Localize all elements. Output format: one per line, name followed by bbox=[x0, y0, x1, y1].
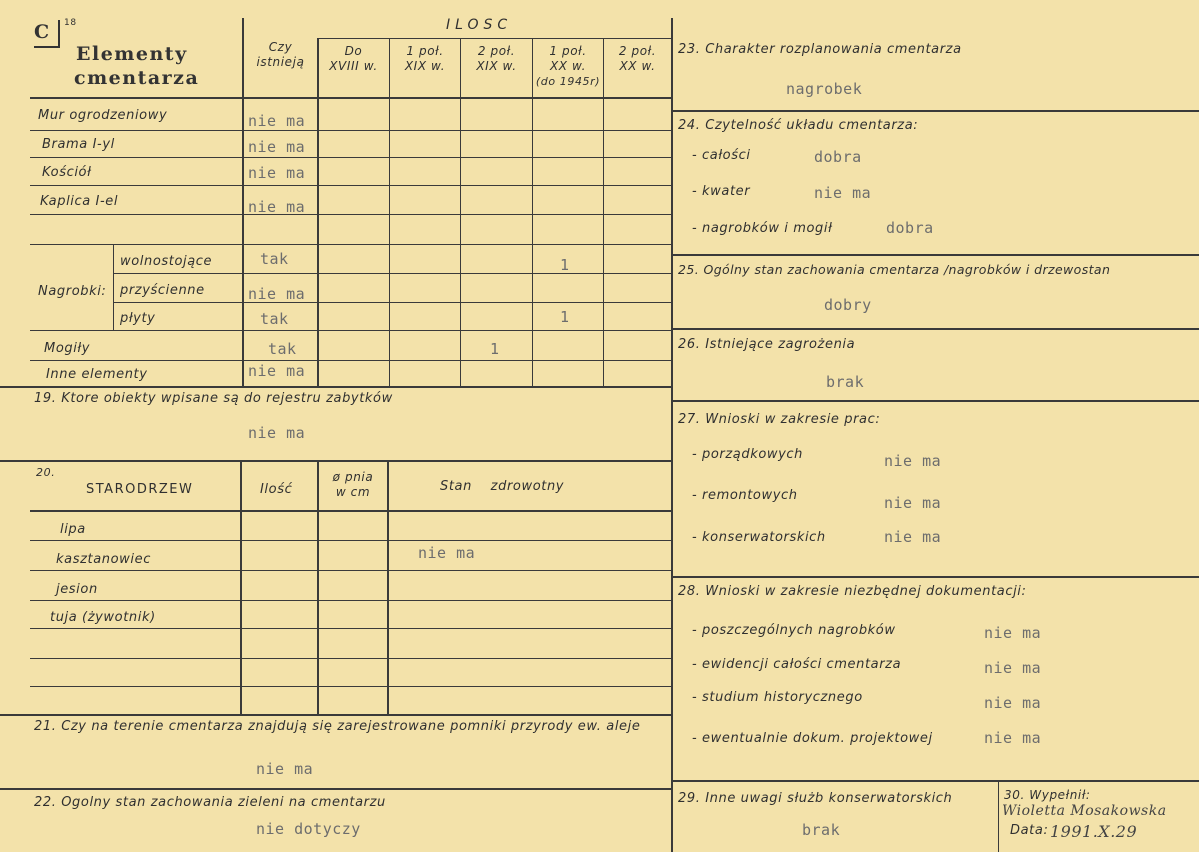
divider bbox=[0, 788, 671, 790]
s22-label: 22. Ogolny stan zachowania zieleni na cmentarzu bbox=[34, 795, 386, 810]
s20-number: 20. bbox=[36, 466, 56, 479]
qcol-2: 1 poł. XIX w. bbox=[404, 44, 446, 73]
s20-col-qty: Ilość bbox=[260, 482, 293, 497]
divider bbox=[30, 600, 671, 601]
s24-item-nagrobkow: - nagrobków i mogił bbox=[692, 221, 833, 236]
s28-value-4: nie ma bbox=[984, 729, 1042, 747]
s27-item-remontowych: - remontowych bbox=[692, 488, 798, 503]
divider bbox=[672, 576, 1199, 578]
divider bbox=[318, 38, 671, 39]
nagrobki-row-przyscienne: przyścienne bbox=[120, 283, 205, 298]
s24-value-kwater: nie ma bbox=[814, 184, 872, 202]
s25-label: 25. Ogólny stan zachowania cmentarza /nagrobków i drzewostan bbox=[678, 262, 1111, 277]
s28-label: 28. Wnioski w zakresie niezbędnej dokumentacji: bbox=[678, 584, 1027, 599]
nagrobki-exists-wolnostojace: tak bbox=[260, 250, 289, 268]
tree-jesion: jesion bbox=[56, 582, 98, 597]
s19-label: 19. Ktore obiekty wpisane są do rejestru zabytków bbox=[34, 391, 393, 406]
tree-lipa: lipa bbox=[60, 522, 86, 537]
row-label-kosciol: Kościół bbox=[42, 165, 92, 180]
col-quantity-header: ILOSC bbox=[446, 17, 513, 33]
s27-item-porzadkowych: - porządkowych bbox=[692, 447, 804, 462]
s24-item-kwater: - kwater bbox=[692, 184, 751, 199]
qcol-3: 2 poł. XIX w. bbox=[476, 44, 517, 73]
divider bbox=[30, 510, 671, 512]
nagrobki-q4-wolnostojace: 1 bbox=[560, 256, 570, 274]
s20-health-value: nie ma bbox=[418, 544, 476, 562]
row-label-mur: Mur ogrodzeniowy bbox=[38, 108, 168, 123]
s28-item-1: - poszczególnych nagrobków bbox=[692, 623, 896, 638]
row-exists-inne: nie ma bbox=[248, 362, 306, 380]
divider bbox=[242, 18, 244, 388]
s28-value-1: nie ma bbox=[984, 624, 1042, 642]
divider bbox=[30, 570, 671, 571]
divider bbox=[0, 386, 671, 388]
nagrobki-exists-przyscienne: nie ma bbox=[248, 285, 306, 303]
divider bbox=[671, 18, 673, 852]
s30-date: 1991.X.29 bbox=[1050, 822, 1138, 841]
divider bbox=[240, 460, 242, 714]
divider bbox=[0, 714, 671, 716]
s29-label: 29. Inne uwagi służb konserwatorskich bbox=[678, 791, 953, 806]
divider bbox=[672, 110, 1199, 112]
title-line1: Elementy bbox=[76, 43, 188, 65]
divider bbox=[113, 273, 671, 274]
s28-value-2: nie ma bbox=[984, 659, 1042, 677]
s28-value-3: nie ma bbox=[984, 694, 1042, 712]
divider bbox=[603, 38, 604, 388]
divider bbox=[113, 244, 114, 330]
title-line2: cmentarza bbox=[74, 67, 200, 89]
divider bbox=[672, 400, 1199, 402]
s30-signature: Wioletta Mosakowska bbox=[1002, 803, 1167, 819]
s27-value-konserwatorskich: nie ma bbox=[884, 528, 942, 546]
divider bbox=[30, 330, 671, 331]
divider bbox=[113, 302, 671, 303]
s20-col-diam: ø pnia w cm bbox=[332, 470, 374, 499]
qcol-1: Do XVIII w. bbox=[329, 44, 378, 73]
row-label-kaplica: Kaplica I-el bbox=[40, 194, 119, 209]
divider bbox=[532, 38, 533, 388]
tree-kasztanowiec: kasztanowiec bbox=[56, 552, 151, 567]
divider bbox=[30, 658, 671, 659]
s24-label: 24. Czytelność układu cmentarza: bbox=[678, 118, 919, 133]
divider bbox=[389, 38, 390, 388]
nagrobki-exists-plyty: tak bbox=[260, 310, 289, 328]
row-exists-kaplica: nie ma bbox=[248, 198, 306, 216]
s24-value-calosci: dobra bbox=[814, 148, 862, 166]
s24-value-nagrobkow: dobra bbox=[886, 219, 934, 237]
s26-label: 26. Istniejące zagrożenia bbox=[678, 337, 856, 352]
s20-title: STARODRZEW bbox=[86, 482, 194, 497]
card-letter: C bbox=[34, 20, 60, 48]
s27-value-remontowych: nie ma bbox=[884, 494, 942, 512]
s29-value: brak bbox=[802, 821, 841, 839]
card-number: 18 bbox=[64, 18, 77, 28]
col-exists-header: Czy istnieją bbox=[256, 40, 305, 69]
nagrobki-label: Nagrobki: bbox=[38, 284, 107, 299]
s23-value: nagrobek bbox=[786, 80, 863, 98]
qcol-4: 1 poł. XX w. (do 1945r) bbox=[535, 44, 601, 88]
divider bbox=[672, 328, 1199, 330]
divider bbox=[387, 460, 389, 714]
s23-label: 23. Charakter rozplanowania cmentarza bbox=[678, 42, 962, 57]
divider bbox=[30, 628, 671, 629]
s27-value-porzadkowych: nie ma bbox=[884, 452, 942, 470]
s21-value: nie ma bbox=[256, 760, 314, 778]
qcol-5: 2 poł. XX w. bbox=[618, 44, 657, 73]
s25-value: dobry bbox=[824, 296, 872, 314]
s28-item-4: - ewentualnie dokum. projektowej bbox=[692, 731, 933, 746]
s19-value: nie ma bbox=[248, 424, 306, 442]
s30-label: 30. Wypełnił: bbox=[1004, 788, 1091, 802]
divider bbox=[460, 38, 461, 388]
divider bbox=[30, 130, 671, 131]
nagrobki-q4-plyty: 1 bbox=[560, 308, 570, 326]
s28-item-2: - ewidencji całości cmentarza bbox=[692, 657, 902, 672]
row-label-inne: Inne elementy bbox=[46, 367, 148, 382]
row-exists-brama: nie ma bbox=[248, 138, 306, 156]
s21-label: 21. Czy na terenie cmentarza znajdują się zarejestrowane pomniki przyrody ew. aleje bbox=[34, 719, 641, 734]
row-label-brama: Brama I-yl bbox=[42, 137, 115, 152]
s30-date-label: Data: bbox=[1010, 823, 1049, 838]
divider bbox=[30, 97, 671, 99]
row-label-mogily: Mogiły bbox=[44, 341, 91, 356]
divider bbox=[317, 38, 319, 388]
s24-item-calosci: - całości bbox=[692, 148, 751, 163]
divider bbox=[672, 780, 1199, 782]
divider bbox=[30, 157, 671, 158]
row-exists-mogily: tak bbox=[268, 340, 297, 358]
divider bbox=[30, 360, 671, 361]
row-q3-mogily: 1 bbox=[490, 340, 500, 358]
tree-tuja: tuja (żywotnik) bbox=[50, 610, 156, 625]
s27-item-konserwatorskich: - konserwatorskich bbox=[692, 530, 826, 545]
s22-value: nie dotyczy bbox=[256, 820, 361, 838]
nagrobki-row-plyty: płyty bbox=[120, 311, 156, 326]
s27-label: 27. Wnioski w zakresie prac: bbox=[678, 412, 881, 427]
divider bbox=[30, 185, 671, 186]
divider bbox=[672, 254, 1199, 256]
s20-col-health: Stan zdrowotny bbox=[440, 479, 565, 494]
s26-value: brak bbox=[826, 373, 865, 391]
divider bbox=[0, 460, 671, 462]
nagrobki-row-wolnostojace: wolnostojące bbox=[120, 254, 213, 269]
divider bbox=[30, 244, 671, 245]
row-exists-kosciol: nie ma bbox=[248, 164, 306, 182]
divider bbox=[30, 540, 671, 541]
s28-item-3: - studium historycznego bbox=[692, 690, 863, 705]
divider bbox=[30, 686, 671, 687]
row-exists-mur: nie ma bbox=[248, 112, 306, 130]
divider bbox=[30, 214, 671, 215]
divider bbox=[998, 780, 999, 852]
